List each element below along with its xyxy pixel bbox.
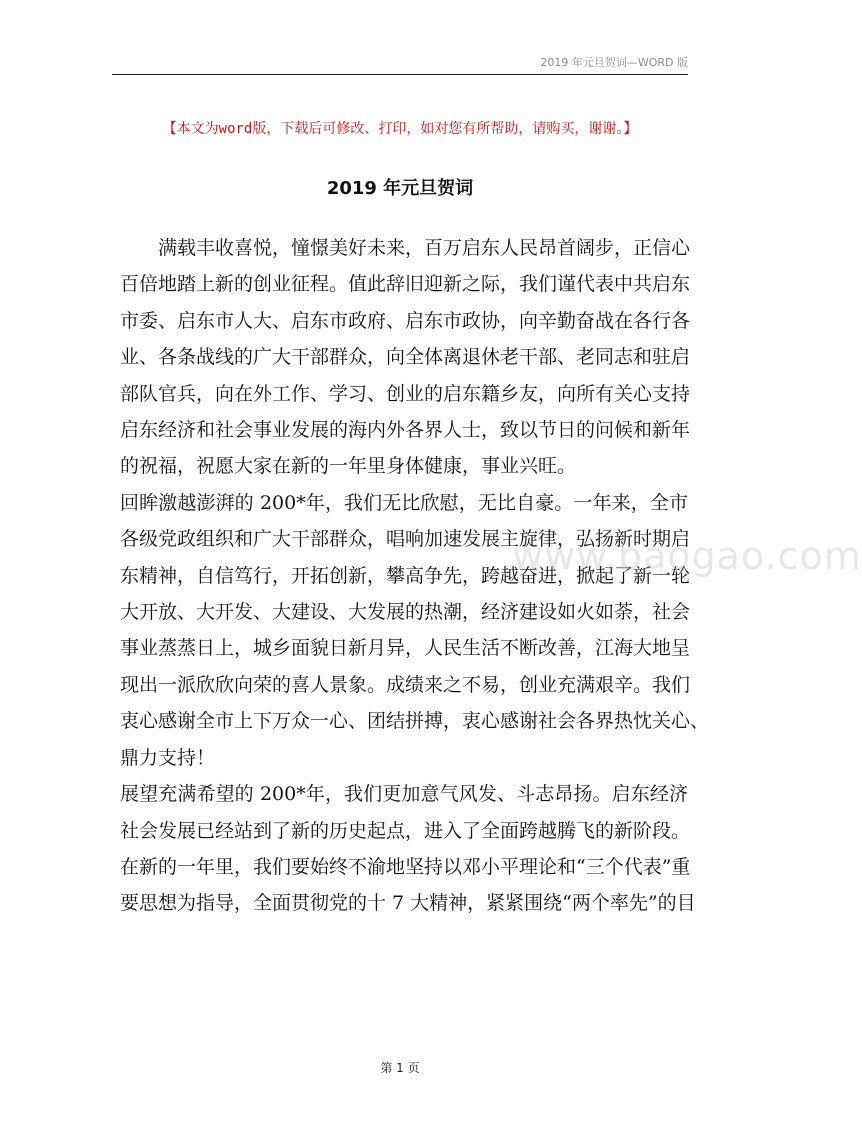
paragraph-1-line-2: 百倍地踏上新的创业征程。值此辞旧迎新之际，我们谨代表中共启东 <box>120 273 691 296</box>
download-notice: 【本文为word版，下载后可修改、打印，如对您有所帮助，请购买，谢谢。】 <box>162 121 638 137</box>
running-header: 2019 年元旦贺词—WORD 版 <box>540 56 688 69</box>
paragraph-1-line-1: 满载丰收喜悦，憧憬美好未来，百万启东人民昂首阔步，正信心 <box>158 237 691 259</box>
paragraph-2-line-1: 回眸激越澎湃的 200*年，我们无比欣慰，无比自豪。一年来，全市 <box>120 491 688 514</box>
header-divider <box>112 74 688 75</box>
paragraph-1-line-5: 部队官兵，向在外工作、学习、创业的启东籍乡友，向所有关心支持 <box>120 382 691 405</box>
paragraph-2-line-3: 东精神，自信笃行，开拓创新，攀高争先，跨越奋进，掀起了新一轮 <box>120 564 691 587</box>
paragraph-2-line-4: 大开放、大开发、大建设、大发展的热潮，经济建设如火如荼，社会 <box>120 601 691 624</box>
paragraph-1-line-7: 的祝福，祝愿大家在新的一年里身体健康，事业兴旺。 <box>120 455 577 478</box>
document-title: 2019 年元旦贺词 <box>326 178 474 199</box>
document-body <box>120 230 710 922</box>
paragraph-2-line-5: 事业蒸蒸日上，城乡面貌日新月异，人民生活不断改善，江海大地呈 <box>120 637 691 660</box>
paragraph-2-line-8: 鼎力支持！ <box>120 746 216 769</box>
paragraph-2-line-2: 各级党政组织和广大干部群众，唱响加速发展主旋律，弘扬新时期启 <box>120 528 691 551</box>
page-number: 第 1 页 <box>380 1061 420 1075</box>
paragraph-3-line-1: 展望充满希望的 200*年，我们更加意气风发、斗志昂扬。启东经济 <box>120 783 688 806</box>
paragraph-1-line-3: 市委、启东市人大、启东市政府、启东市政协，向辛勤奋战在各行各 <box>120 309 691 332</box>
paragraph-1-line-4: 业、各条战线的广大干部群众，向全体离退休老干部、老同志和驻启 <box>120 346 691 369</box>
paragraph-3-line-4: 要思想为指导，全面贯彻党的十 7 大精神，紧紧围绕“两个率先”的目 <box>120 892 696 915</box>
paragraph-2-line-6: 现出一派欣欣向荣的喜人景象。成绩来之不易，创业充满艰辛。我们 <box>120 673 691 696</box>
paragraph-3-line-3: 在新的一年里，我们要始终不渝地坚持以邓小平理论和“三个代表”重 <box>120 855 691 878</box>
watermark: www.baogao.com <box>512 534 862 578</box>
paragraph-1-line-6: 启东经济和社会事业发展的海内外各界人士，致以节日的问候和新年 <box>120 419 691 442</box>
paragraph-3-line-2: 社会发展已经站到了新的历史起点，进入了全面跨越腾飞的新阶段。 <box>120 819 691 842</box>
paragraph-2-line-7: 衷心感谢全市上下万众一心、团结拼搏，衷心感谢社会各界热忱关心、 <box>120 710 710 733</box>
